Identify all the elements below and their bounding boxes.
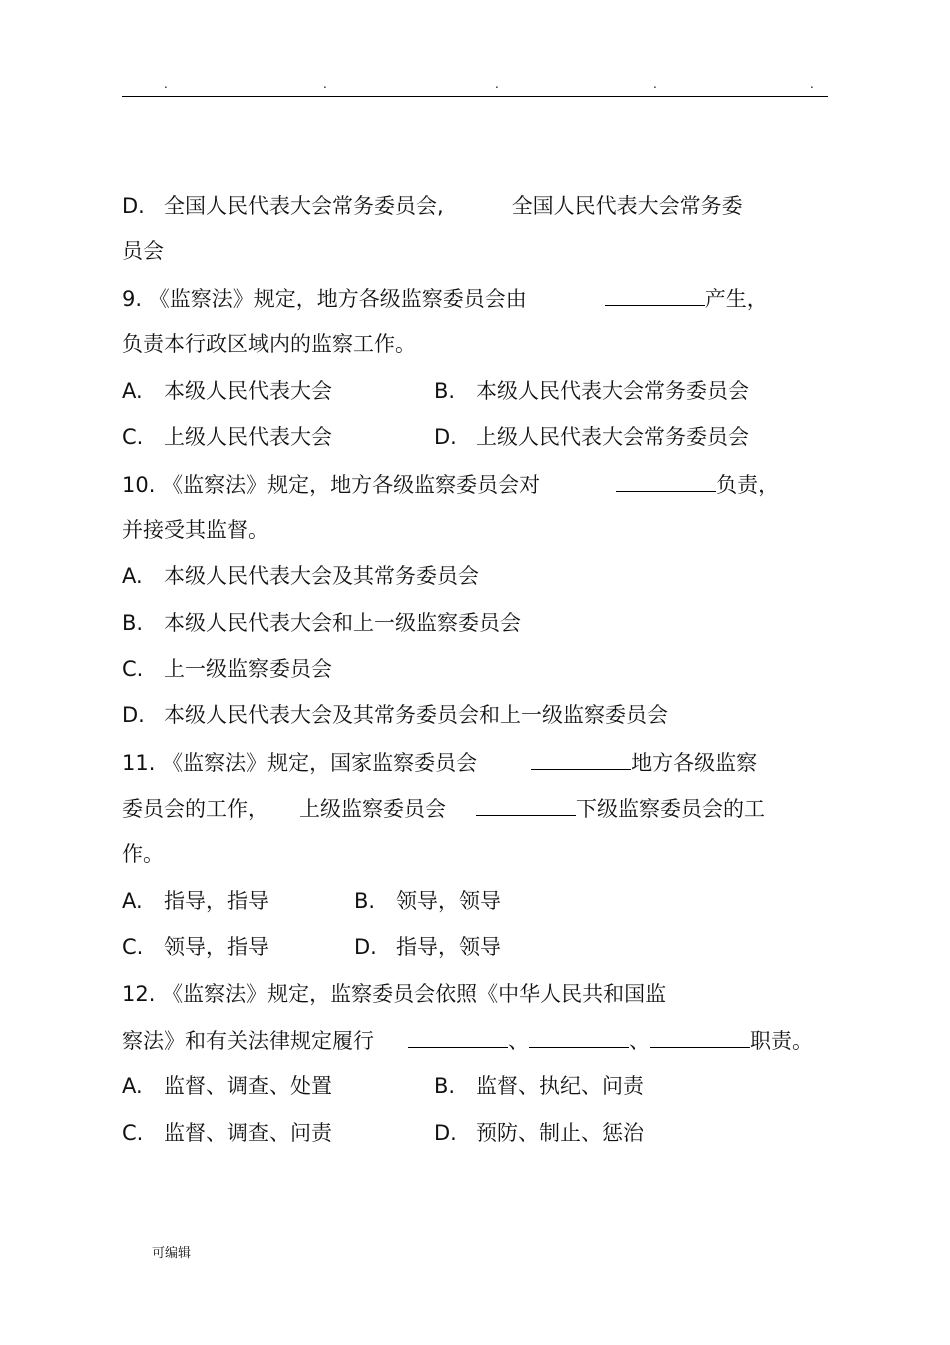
q12-options-ab: A. 监督、调查、处置 B. 监督、执纪、问责: [122, 1074, 644, 1098]
header-dot: .: [810, 77, 814, 91]
header-dot: .: [653, 77, 657, 91]
q9-stem-cont: 负责本行政区域内的监察工作。: [122, 332, 416, 356]
footer-editable-note: 可编辑: [152, 1246, 192, 1261]
q11-options-ab: A. 指导，指导 B. 领导，领导: [122, 889, 501, 913]
answer-blank: [408, 1025, 508, 1048]
q9-options-cd: C. 上级人民代表大会 D. 上级人民代表大会常务委员会: [122, 425, 749, 449]
q12-options-cd: C. 监督、调查、问责 D. 预防、制止、惩治: [122, 1121, 644, 1145]
q10-stem: 10. 《监察法》规定，地方各级监察委员会对 负责，: [122, 469, 779, 500]
header-dot: .: [323, 77, 327, 91]
q11-stem-end: 作。: [122, 842, 164, 866]
q10-stem-cont: 并接受其监督。: [122, 518, 269, 542]
answer-blank: [605, 283, 705, 306]
q10-option-a: A. 本级人民代表大会及其常务委员会: [122, 564, 479, 588]
q8-option-d: D. 全国人民代表大会常务委员会, 全国人民代表大会常务委: [122, 194, 743, 218]
q9-stem: 9. 《监察法》规定，地方各级监察委员会由 产生，: [122, 283, 768, 314]
q12-stem-cont: 察法》和有关法律规定履行 、 、 职责。: [122, 1025, 813, 1056]
answer-blank: [531, 747, 631, 770]
header-rule: [122, 96, 828, 97]
q10-option-d: D. 本级人民代表大会及其常务委员会和上一级监察委员会: [122, 703, 668, 727]
q11-options-cd: C. 领导，指导 D. 指导，领导: [122, 935, 501, 959]
header-dot: .: [164, 77, 168, 91]
answer-blank: [529, 1025, 629, 1048]
header-dot: .: [495, 77, 499, 91]
answer-blank: [476, 793, 576, 816]
q11-stem-cont: 委员会的工作， 上级监察委员会 下级监察委员会的工: [122, 793, 765, 824]
q10-option-c: C. 上一级监察委员会: [122, 657, 332, 681]
answer-blank: [650, 1025, 750, 1048]
answer-blank: [616, 469, 716, 492]
q9-options-ab: A. 本级人民代表大会 B. 本级人民代表大会常务委员会: [122, 379, 749, 403]
q11-stem: 11. 《监察法》规定，国家监察委员会 地方各级监察: [122, 747, 757, 778]
q8-option-d-cont: 员会: [122, 239, 164, 263]
q10-option-b: B. 本级人民代表大会和上一级监察委员会: [122, 611, 521, 635]
q12-stem: 12. 《监察法》规定，监察委员会依照《中华人民共和国监: [122, 982, 667, 1006]
